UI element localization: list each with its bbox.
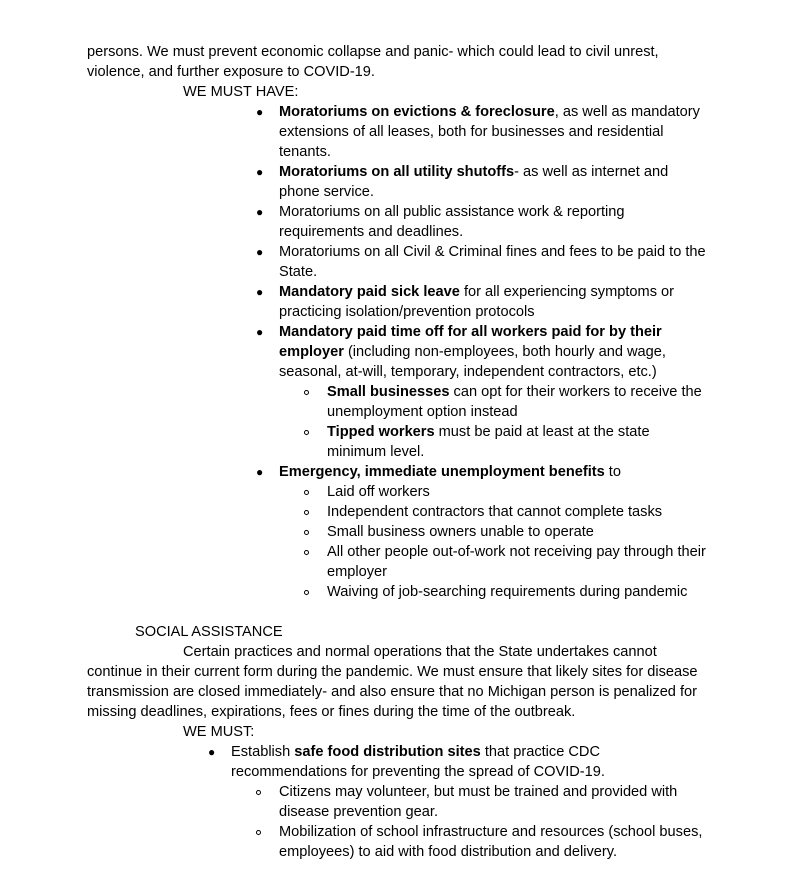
list-item: Moratoriums on all Civil & Criminal fines and fees to be paid to the (279, 244, 706, 260)
we-must-heading: WE MUST: (183, 724, 255, 740)
social-assistance-heading: SOCIAL ASSISTANCE (135, 624, 283, 640)
bullet-icon: ● (256, 205, 264, 219)
hollow-circle-bullet-icon (256, 790, 261, 795)
item-continuation: employer (327, 564, 388, 580)
bullet-icon: ● (256, 245, 264, 259)
intro-line-2: violence, and further exposure to COVID-19. (87, 64, 375, 80)
item-continuation (279, 342, 666, 362)
bullet-icon: ● (208, 745, 216, 759)
hollow-circle-bullet-icon (256, 830, 261, 835)
item-bold-text: Tipped workers (327, 424, 435, 440)
sub-list-item: All other people out-of-work not receiving pay through their (327, 544, 706, 560)
item-bold-text: Moratoriums on all utility shutoffs (279, 164, 515, 180)
list-item: Mandatory paid time off for all workers paid for by their (279, 324, 662, 340)
item-continuation: employees) to aid with food distribution and delivery. (279, 844, 618, 860)
paragraph-line: transmission are closed immediately- and also ensure that no Michigan person is penalized for (87, 684, 698, 700)
we-must-have-heading: WE MUST HAVE: (183, 84, 299, 100)
item-continuation: minimum level. (327, 444, 425, 460)
hollow-circle-bullet-icon (304, 390, 309, 395)
sub-list-item: Independent contractors that cannot complete tasks (327, 504, 663, 520)
list-item (279, 462, 621, 482)
item-continuation: seasonal, at-will, temporary, independent contractors, etc.) (279, 364, 657, 380)
hollow-circle-bullet-icon (304, 430, 309, 435)
sub-list-item: Small business owners unable to operate (327, 524, 594, 540)
item-bold-text: safe food distribution sites (294, 744, 481, 760)
item-text: - as well as internet and (514, 164, 669, 180)
item-text: can opt for their workers to receive the (449, 384, 702, 400)
item-continuation: disease prevention gear. (279, 804, 439, 820)
item-continuation: phone service. (279, 184, 374, 200)
item-continuation: requirements and deadlines. (279, 224, 464, 240)
bullet-icon: ● (256, 165, 264, 179)
item-text: , as well as mandatory (554, 104, 700, 120)
hollow-circle-bullet-icon (304, 590, 309, 595)
paragraph-line: missing deadlines, expirations, fees or fines during the time of the outbreak. (87, 704, 576, 720)
item-bold-text: employer (279, 344, 344, 360)
bullet-icon: ● (256, 105, 264, 119)
hollow-circle-bullet-icon (304, 510, 309, 515)
hollow-circle-bullet-icon (304, 490, 309, 495)
bullet-icon: ● (256, 465, 264, 479)
item-bold-text: Mandatory paid sick leave (279, 284, 460, 300)
item-continuation: recommendations for preventing the spread of COVID-19. (231, 764, 605, 780)
item-continuation: tenants. (279, 144, 331, 160)
list-item: Moratoriums on all public assistance work & reporting (279, 204, 625, 220)
item-bold-text: Small businesses (327, 384, 450, 400)
hollow-circle-bullet-icon (304, 550, 309, 555)
item-text: (including non-employees, both hourly and wage, (343, 344, 666, 360)
list-item (279, 282, 674, 302)
list-item (279, 102, 700, 122)
list-item (231, 742, 600, 762)
hollow-circle-bullet-icon (304, 530, 309, 535)
paragraph-line: Certain practices and normal operations that the State undertakes cannot (183, 644, 657, 660)
item-continuation: extensions of all leases, both for businesses and residential (279, 124, 664, 140)
intro-line-1: persons. We must prevent economic collapse and panic- which could lead to civil unrest, (87, 44, 659, 60)
sub-list-item (327, 382, 702, 402)
item-bold-text: Moratoriums on evictions & foreclosure (279, 104, 555, 120)
item-bold-text: Emergency, immediate unemployment benefits (279, 464, 605, 480)
sub-list-item: Mobilization of school infrastructure and resources (school buses, (279, 824, 703, 840)
paragraph-line: continue in their current form during the pandemic. We must ensure that likely sites for disease (87, 664, 698, 680)
bullet-icon: ● (256, 285, 264, 299)
sub-list-item: Citizens may volunteer, but must be trained and provided with (279, 784, 678, 800)
item-continuation: practicing isolation/prevention protocols (279, 304, 535, 320)
bullet-icon: ● (256, 325, 264, 339)
item-text: that practice CDC (480, 744, 601, 760)
item-text: for all experiencing symptoms or (459, 284, 675, 300)
item-text: to (604, 464, 621, 480)
sub-list-item (327, 422, 650, 442)
item-text: must be paid at least at the state (434, 424, 650, 440)
sub-list-item: Laid off workers (327, 484, 430, 500)
sub-list-item: Waiving of job-searching requirements during pandemic (327, 584, 688, 600)
item-continuation: unemployment option instead (327, 404, 518, 420)
list-item (279, 162, 668, 182)
item-text: Establish (231, 744, 295, 760)
item-continuation: State. (279, 264, 318, 280)
